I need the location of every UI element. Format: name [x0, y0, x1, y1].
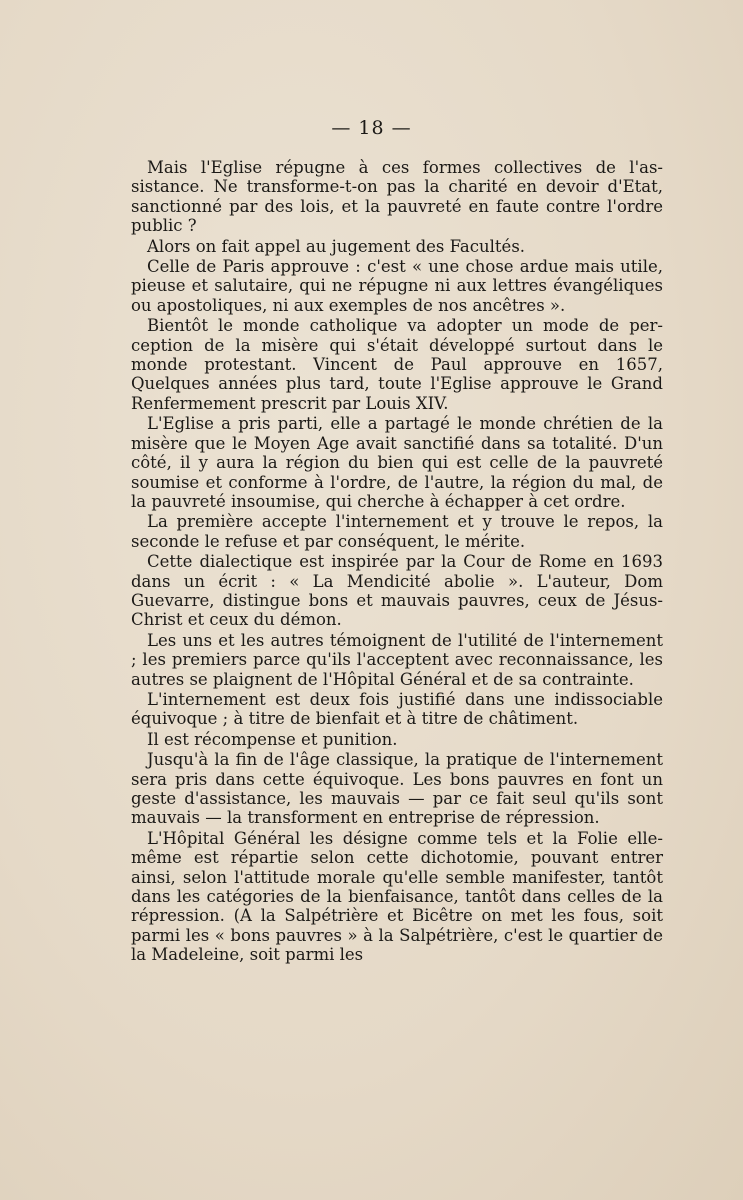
- paragraph-4: Bientôt le monde catholique va adopter un mode de perception de la misère qui s'était développé surtout dans le monde protestant. Vincent de Paul approuve en 1657, Quelques années plus tard, toute l'Eglise approuve le Grand Renfermement prescrit par Louis XIV.: [131, 316, 663, 413]
- paragraph-7: Cette dialectique est inspirée par la Cour de Rome en 1693 dans un écrit : « La Mendicité abolie ». L'auteur, Dom Guevarre, distingue bons et mauvais pauvres, ceux de Jésus-Christ et ceux du démon.: [131, 552, 663, 630]
- page-number: — 18 —: [331, 117, 412, 139]
- paragraph-5: L'Eglise a pris parti, elle a partagé le monde chrétien de la misère que le Moyen Age avait sanctifié dans sa totalité. D'un côté, il y aura la région du bien qui est celle de la pauvreté soumise et conforme à l'ordre, de l'autre, la région du mal, de la pauvreté insoumise, qui cherche à échapper à cet ordre.: [131, 414, 663, 511]
- paragraph-10: Il est récompense et punition.: [147, 729, 398, 749]
- paragraph-8: Les uns et les autres témoignent de l'utilité de l'internement ; les premiers parce qu'ils l'acceptent avec reconnaissance, les autres se plaignent de l'Hôpital Général et de sa contrainte.: [131, 630, 663, 689]
- paragraph-3: Celle de Paris approuve : c'est « une chose ardue mais utile, pieuse et salutaire, qui ne répugne ni aux lettres évangéliques ou apostoliques, ni aux exemples de nos ancêtres ».: [131, 257, 663, 315]
- paragraph-12: L'Hôpital Général les désigne comme tels et la Folie elle-même est répartie selon cette dichotomie, pouvant entrer ainsi, selon l'attitude morale qu'elle semble manifester, tantôt dans les catégories de la bienfaisance, tantôt dans celles de la répression. (A la Salpétrière et Bicêtre on met les fous, soit parmi les « bons pauvres » à la Salpétrière, c'est le quartier de la Madeleine, soit parmi les: [131, 828, 663, 965]
- paragraph-11: Jusqu'à la fin de l'âge classique, la pratique de l'internement sera pris dans cette équivoque. Les bons pauvres en font un geste d'assistance, les mauvais — par ce fait seul qu'ils sont mauvais — la transforment en entreprise de répression.: [131, 750, 663, 828]
- body-text: [131, 158, 663, 965]
- paragraph-6: La première accepte l'internement et y trouve le repos, la seconde le refuse et par conséquent, le mérite.: [131, 512, 663, 551]
- paragraph-2: Alors on fait appel au jugement des Facultés.: [147, 236, 526, 256]
- paragraph-9: L'internement est deux fois justifié dans une indissociable équivoque ; à titre de bienfait et à titre de châtiment.: [131, 689, 663, 729]
- paragraph-1: Mais l'Eglise répugne à ces formes collectives de l'assistance. Ne transforme-t-on pas la charité en devoir d'Etat, sanctionné par des lois, et la pauvreté en faute contre l'ordre public ?: [131, 158, 663, 236]
